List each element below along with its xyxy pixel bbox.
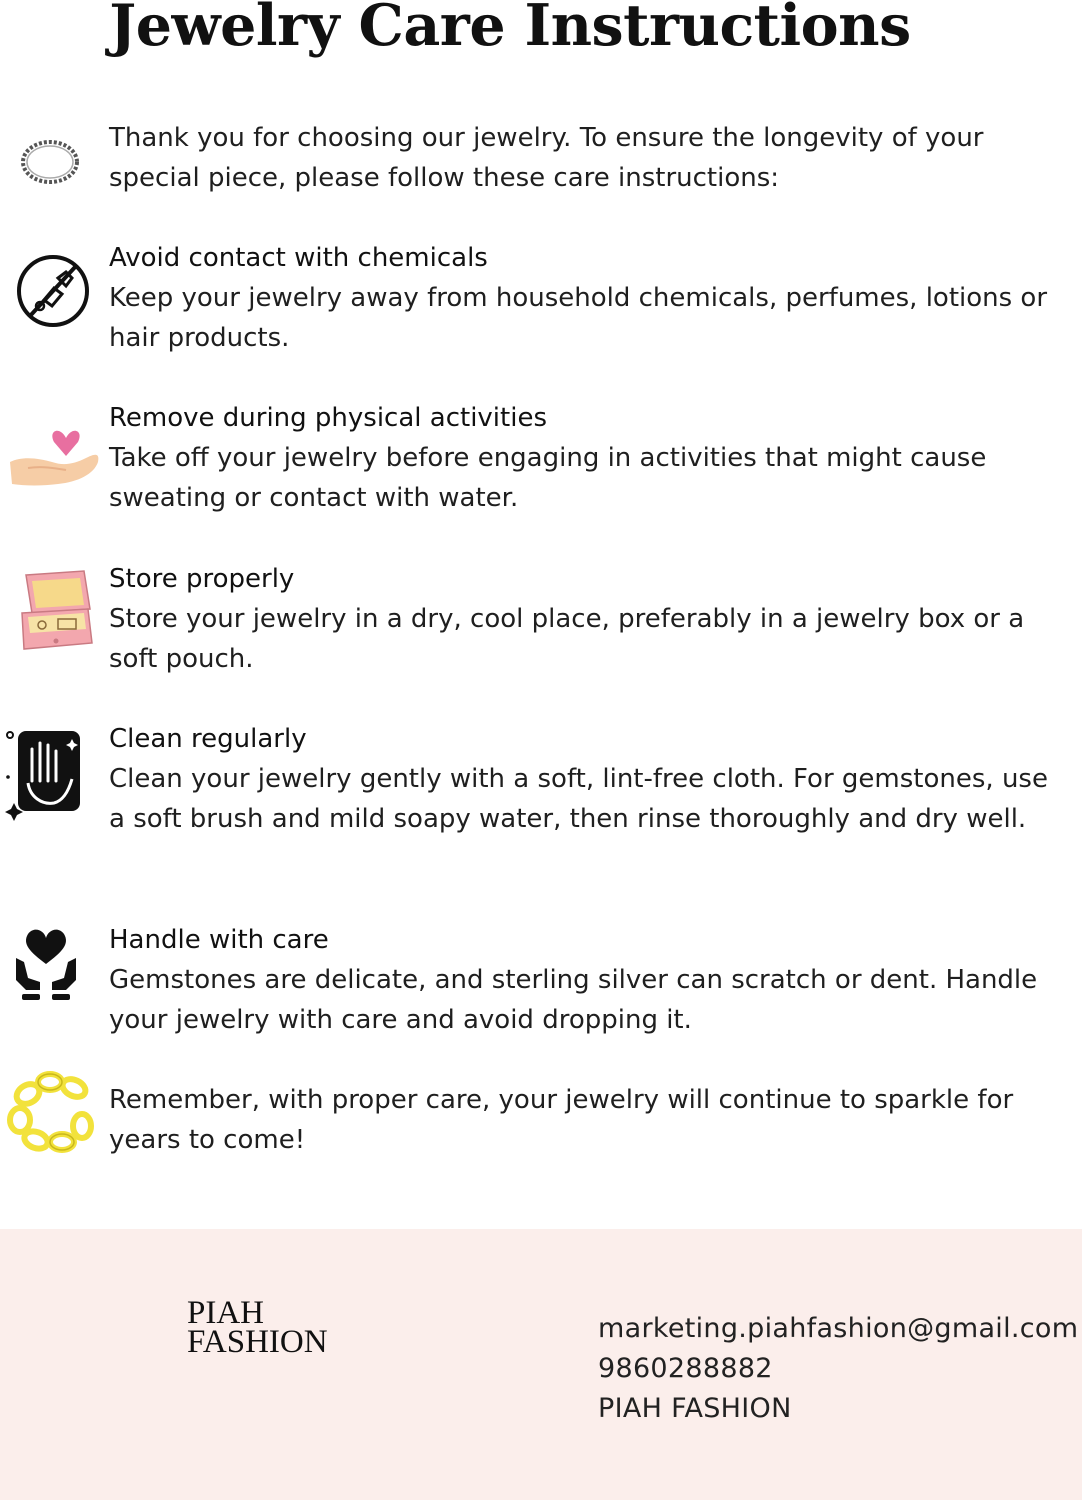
contact-email[interactable]: marketing.piahfashion@gmail.com — [598, 1313, 1079, 1344]
contact-info — [598, 1309, 1078, 1429]
brand-line-2: FASHION — [187, 1324, 328, 1360]
section-heading: Store properly — [109, 564, 295, 594]
bracelet-icon — [14, 118, 86, 190]
footer — [0, 1229, 1082, 1500]
section-heading: Avoid contact with chemicals — [109, 243, 488, 273]
section-heading: Clean regularly — [109, 724, 307, 754]
section-body: Take off your jewelry before engaging in activities that might cause sweating or contact with water. — [109, 443, 987, 513]
contact-company: PIAH FASHION — [598, 1393, 792, 1424]
clean-hand-icon — [2, 725, 88, 821]
hand-heart-icon — [8, 412, 102, 492]
closing-text: Remember, with proper care, your jewelry will continue to sparkle for years to come! — [109, 1085, 1014, 1155]
section-body: Keep your jewelry away from household chemicals, perfumes, lotions or hair products. — [109, 283, 1048, 353]
brand-logo — [187, 1295, 328, 1360]
contact-phone[interactable]: 9860288882 — [598, 1353, 773, 1384]
hands-heart-icon — [10, 924, 82, 1004]
gold-chain-icon — [6, 1068, 98, 1158]
intro-text: Thank you for choosing our jewelry. To ensure the longevity of your special piece, please follow these care instructions: — [109, 123, 984, 193]
section-body: Clean your jewelry gently with a soft, lint-free cloth. For gemstones, use a soft brush and mild soapy water, then rinse thoroughly and dry well. — [109, 764, 1048, 834]
jewelry-box-icon — [18, 569, 96, 655]
page-title: Jewelry Care Instructions — [109, 0, 911, 59]
section-heading: Handle with care — [109, 925, 329, 955]
no-chemicals-icon — [14, 252, 92, 330]
section-body: Store your jewelry in a dry, cool place, preferably in a jewelry box or a soft pouch. — [109, 604, 1025, 674]
brand-line-1: PIAH — [187, 1295, 265, 1331]
section-heading: Remove during physical activities — [109, 403, 547, 433]
section-body: Gemstones are delicate, and sterling silver can scratch or dent. Handle your jewelry with care and avoid dropping it. — [109, 965, 1038, 1035]
